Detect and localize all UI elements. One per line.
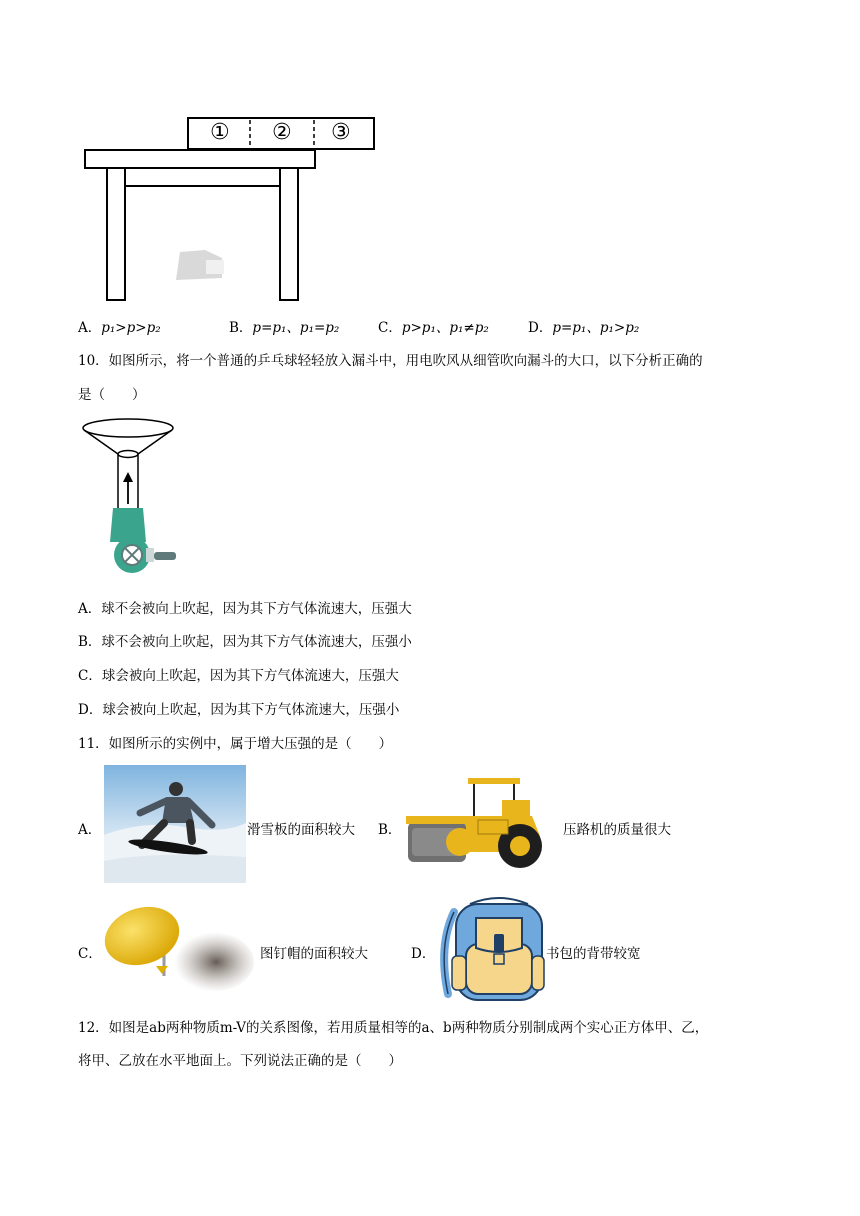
q11-option-c-label[interactable]: C． xyxy=(78,946,102,962)
thumbtack-image xyxy=(104,904,254,1000)
q11-option-a-label[interactable]: A． xyxy=(78,822,102,838)
q9-option-a[interactable]: A．p₁>p>p₂ xyxy=(78,320,161,336)
q10-option-a[interactable]: A．球不会被向上吹起，因为其下方气体流速大，压强大 xyxy=(78,601,412,617)
q10-option-d[interactable]: D．球会被向上吹起，因为其下方气体流速大，压强小 xyxy=(78,702,400,718)
q11-option-b-text: 压路机的质量很大 xyxy=(563,822,671,838)
table-leg-right xyxy=(280,168,298,300)
snowboarder-image xyxy=(104,765,246,883)
q11-stem: 11．如图所示的实例中，属于增大压强的是（ ） xyxy=(78,736,393,752)
table-block-figure xyxy=(0,0,860,310)
q11-option-a-text: 滑雪板的面积较大 xyxy=(247,822,355,838)
backpack-image xyxy=(436,896,546,1002)
q10-stem-line1: 10．如图所示，将一个普通的乒乓球轻轻放入漏斗中，用电吹风从细管吹向漏斗的大口，以下分析正确的 xyxy=(78,353,703,369)
q9-option-c[interactable]: C．p>p₁、p₁≠p₂ xyxy=(378,320,489,336)
q10-option-c[interactable]: C．球会被向上吹起，因为其下方气体流速大，压强大 xyxy=(78,668,399,684)
q9-option-b[interactable]: B．p=p₁、p₁=p₂ xyxy=(229,320,340,336)
q11-option-d-text: 书包的背带较宽 xyxy=(546,946,641,962)
q9-option-d[interactable]: D．p=p₁、p₁>p₂ xyxy=(528,320,640,336)
q10-stem-line2: 是（ ） xyxy=(78,387,146,403)
block-label-1: ① xyxy=(210,120,230,145)
table-top xyxy=(85,150,315,168)
block-label-3: ③ xyxy=(331,120,351,145)
table-leg-left xyxy=(107,168,125,300)
block-label-2: ② xyxy=(272,120,292,145)
q11-option-c-text: 图钉帽的面积较大 xyxy=(260,946,368,962)
q10-option-b[interactable]: B．球不会被向上吹起，因为其下方气体流速大，压强小 xyxy=(78,634,412,650)
q11-option-d-label[interactable]: D． xyxy=(411,946,436,962)
q11-option-b-label[interactable]: B． xyxy=(378,822,402,838)
q12-stem-line2: 将甲、乙放在水平地面上。下列说法正确的是（ ） xyxy=(78,1053,402,1069)
road-roller-image xyxy=(404,776,550,874)
funnel-hairdryer-figure xyxy=(80,414,200,584)
q12-stem-line1: 12．如图是ab两种物质m-V的关系图像，若用质量相等的a、b两种物质分别制成两个实心正方体甲、乙， xyxy=(78,1020,709,1036)
